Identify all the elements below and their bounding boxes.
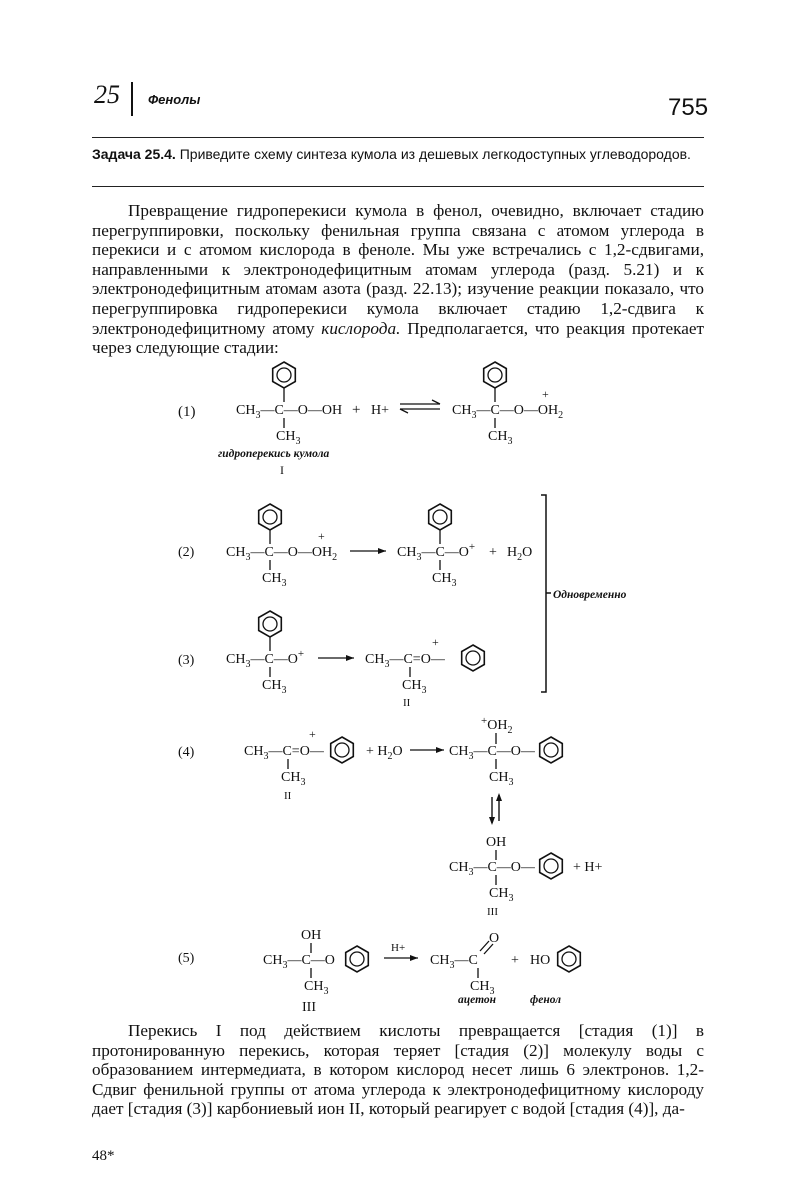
- label-simultaneous: Одновременно: [553, 589, 627, 601]
- label-phenol: фенол: [530, 994, 562, 1006]
- chapter-number: 25: [94, 80, 120, 109]
- svg-text:+: +: [542, 387, 549, 401]
- svg-text:+: +: [432, 635, 439, 649]
- benzene-ring-icon: [462, 645, 485, 671]
- svg-text:CH3—C—O—OH2: $CH_3—C—O—OH_2$: [226, 545, 338, 563]
- page-number: 755: [668, 94, 709, 121]
- label-II: II: [284, 790, 292, 802]
- svg-text:+ H+: + H+: [573, 860, 603, 875]
- svg-text:CH3: $CH_3$: [402, 678, 427, 696]
- ooh-text: —O—OH: [283, 403, 343, 418]
- svg-text:OH: OH: [301, 928, 322, 943]
- benzene-ring-icon: [259, 504, 282, 530]
- svg-text:+ H2O: + $H_2O$: [366, 744, 403, 762]
- label-acetone: ацетон: [458, 994, 497, 1006]
- step-4-label: (4): [178, 745, 195, 760]
- svg-text:O: O: [489, 931, 500, 946]
- label-I: I: [280, 463, 284, 477]
- benzene-ring-icon: [429, 504, 452, 530]
- svg-text:+: +: [309, 727, 316, 741]
- svg-text:CH3—C: $CH_3—C$: [430, 953, 478, 971]
- task-text: Приведите схему синтеза кумола из дешевых легкодоступных углеводородов.: [175, 146, 691, 162]
- svg-text:CH3: $CH_3$: [281, 770, 306, 788]
- intro-text-b: Предполагается, что реакция протекает через следующие стадии:: [92, 318, 704, 358]
- signature-mark: 48*: [92, 1148, 115, 1164]
- svg-text:CH3—C—O: $CH_3—C—O$: [263, 953, 335, 971]
- benzene-ring-icon: [558, 946, 581, 972]
- ch3-text: CH: [236, 403, 256, 418]
- label-III: III: [487, 906, 498, 918]
- svg-text:CH3: $CH_3$: [432, 571, 457, 589]
- benzene-ring-icon: [484, 362, 507, 388]
- benzene-ring-icon: [273, 362, 296, 388]
- svg-text:+: +: [489, 545, 497, 560]
- label-II: II: [403, 697, 411, 709]
- label-hydroperoxide: гидроперекись кумола: [218, 448, 330, 460]
- svg-text:+: +: [352, 402, 361, 418]
- chapter-title: Фенолы: [148, 92, 201, 107]
- svg-text:CH3—C=O—: $CH_3—C=O—$: [365, 652, 445, 670]
- benzene-ring-icon: [259, 611, 282, 637]
- svg-text:CH3—C—O+: $CH_3—C—O^+$: [226, 648, 305, 670]
- step-1-label: (1): [178, 404, 196, 420]
- label-III: III: [302, 1000, 316, 1015]
- benzene-ring-icon: [540, 737, 563, 763]
- svg-text:CH3: $CH_3$: [470, 979, 495, 997]
- svg-text:CH3—C—O—OH: $CH_3—C—O—OH$: [236, 403, 343, 421]
- step-2-label: (2): [178, 545, 195, 560]
- svg-text:CH3: $CH_3$: [304, 979, 329, 997]
- svg-text:CH3—C=O—: $CH_3—C=O—$: [244, 744, 324, 762]
- task-label: Задача 25.4.: [92, 146, 176, 162]
- svg-text:H+: H+: [391, 942, 406, 954]
- svg-text:CH3: $CH_3$: [489, 886, 514, 904]
- svg-text:CH3—C—O+: $CH_3—C—O^+$: [397, 541, 476, 563]
- svg-text:CH3—C—O—OH2: $CH_3—C—O—OH_2$: [452, 403, 564, 421]
- benzene-ring-icon: [331, 737, 354, 763]
- h-plus-text: H+: [371, 403, 390, 418]
- benzene-ring-icon: [346, 946, 369, 972]
- svg-text:CH3: $CH_3$: [488, 429, 513, 447]
- intro-emphasis: кислорода.: [321, 318, 401, 338]
- svg-text:CH3—C—O—: $CH_3—C—O—$: [449, 860, 535, 878]
- svg-text:+OH2: $^+OH_2$: [481, 715, 513, 736]
- svg-text:CH3: $CH_3$: [262, 571, 287, 589]
- svg-text:OH: OH: [486, 835, 507, 850]
- intro-text-a: Превращение гидроперекиси кумола в фенол, очевидно, включает стадию перегруппировки, поскольку фенильная группа связана с атомом углерода в перекиси и с атомом кислорода в феноле. Мы уже встречались с 1,2-сдвигами, направленными к электронодефицитным атомам углерода (разд. 5.21) и к электронодефицитным атомам азота (разд. 22.13); изучение реакции показало, что перегруппировка гидроперекиси кумола включает стадию 1,2-сдвига к электронодефицитному атому: [92, 201, 704, 338]
- svg-text:H2O: $H_2O$: [507, 545, 533, 563]
- svg-text:CH3—C—O—: $CH_3—C—O—$: [449, 744, 535, 762]
- simultaneous-bracket: [541, 495, 546, 692]
- closing-paragraph: Перекись I под действием кислоты превращается [стадия (1)] в протонированную перекись, которая теряет [стадия (2)] молекулу воды с образованием интермедиата, в котором кислород несет лишь 6 электронов. 1,2-Сдвиг фенильной группы от атома углерода к электронодефицитному кислороду дает [стадия (3)] карбониевый ион II, который реагирует с водой [стадия (4)], да-: [92, 1021, 704, 1119]
- step-5-label: (5): [178, 951, 195, 966]
- svg-text:CH3: $CH_3$: [262, 678, 287, 696]
- svg-text:CH3: $CH_3$: [276, 429, 301, 447]
- step-3-label: (3): [178, 653, 195, 668]
- svg-text:+: +: [511, 953, 519, 968]
- benzene-ring-icon: [540, 853, 563, 879]
- svg-text:HO: HO: [530, 953, 551, 968]
- svg-text:CH3: $CH_3$: [489, 770, 514, 788]
- svg-text:+: +: [318, 529, 325, 543]
